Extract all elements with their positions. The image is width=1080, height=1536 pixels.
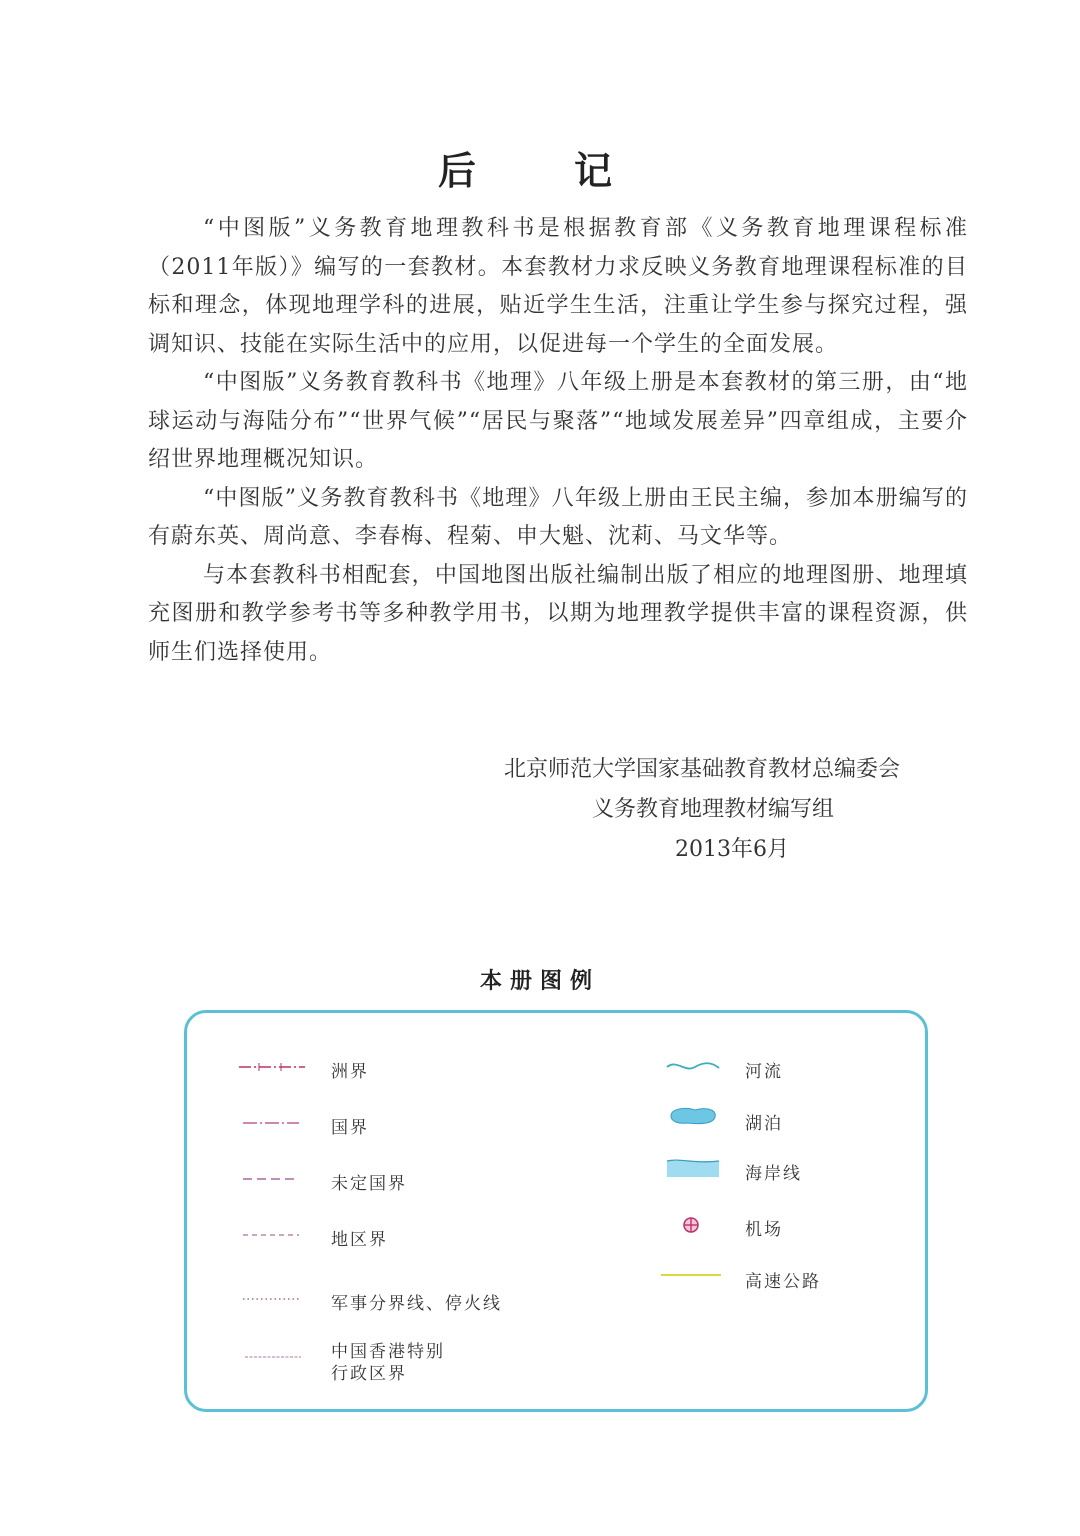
legend-label-region-boundary: 地区界: [331, 1230, 388, 1250]
region-boundary-icon: [241, 1229, 301, 1241]
paragraph-2: “中图版”义务教育教科书《地理》八年级上册是本套教材的第三册，由“地球运动与海陆分布”“世界气候”“居民与聚落”“地域发展差异”四章组成，主要介绍世界地理概况知识。: [148, 370, 968, 472]
paragraph-3: “中图版”义务教育教科书《地理》八年级上册由王民主编，参加本册编写的有蔚东英、周尚意、李春梅、程菊、申大魁、沈莉、马文华等。: [148, 485, 968, 549]
legend-label-national-boundary: 国界: [331, 1118, 369, 1138]
legend-label-lake: 湖泊: [745, 1114, 783, 1134]
hk-sar-boundary-icon: [243, 1351, 303, 1363]
afterword-body: [148, 210, 968, 672]
legend-label-airport: 机场: [745, 1220, 783, 1240]
national-boundary-icon: [241, 1117, 301, 1129]
legend-label-hk-sar-boundary-2: 行政区界: [331, 1364, 407, 1384]
legend-label-coastline: 海岸线: [745, 1164, 802, 1184]
continent-boundary-icon: [237, 1061, 307, 1073]
legend-title: 本册图例: [479, 969, 600, 994]
lake-icon: [667, 1105, 719, 1127]
river-icon: [665, 1059, 721, 1075]
airport-icon: [681, 1215, 701, 1235]
undefined-boundary-icon: [241, 1173, 301, 1185]
legend-label-river: 河流: [745, 1062, 783, 1082]
legend-label-continent-boundary: 洲界: [331, 1062, 369, 1082]
signature-block: [0, 752, 1080, 872]
signature-org: 北京师范大学国家基础教育教材总编委会: [504, 757, 901, 782]
legend-label-hk-sar-boundary: 中国香港特别: [331, 1342, 445, 1362]
signature-group: 义务教育地理教材编写组: [592, 797, 835, 822]
legend-box: [184, 1010, 928, 1412]
legend-label-undefined-boundary: 未定国界: [331, 1174, 407, 1194]
page-title: 后 记: [437, 148, 642, 193]
expressway-icon: [659, 1271, 723, 1279]
ceasefire-line-icon: [241, 1293, 301, 1305]
legend-label-ceasefire-line: 军事分界线、停火线: [331, 1294, 502, 1314]
paragraph-1: “中图版”义务教育地理教科书是根据教育部《义务教育地理课程标准（2011年版）》编写的一套教材。本套教材力求反映义务教育地理课程标准的目标和理念，体现地理学科的进展，贴近学生生活，注重让学生参与探究过程，强调知识、技能在实际生活中的应用，以促进每一个学生的全面发展。: [148, 216, 968, 357]
paragraph-4: 与本套教科书相配套，中国地图出版社编制出版了相应的地理图册、地理填充图册和教学参考书等多种教学用书，以期为地理教学提供丰富的课程资源，供师生们选择使用。: [148, 562, 968, 665]
coastline-icon: [665, 1157, 721, 1181]
legend-label-expressway: 高速公路: [745, 1272, 821, 1292]
signature-date: 2013年6月: [675, 837, 789, 862]
